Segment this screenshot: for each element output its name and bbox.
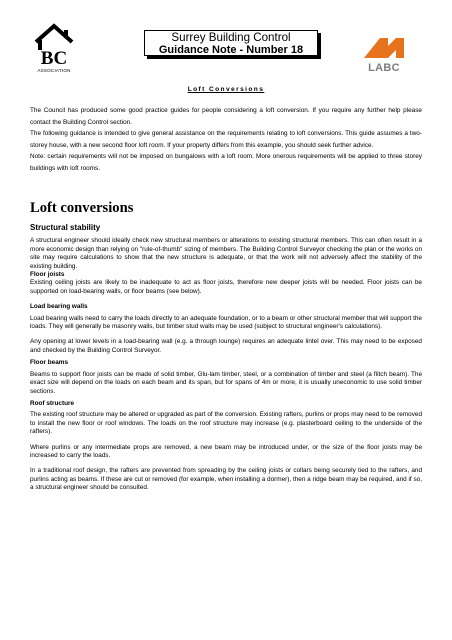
subsection-heading: Roof structure	[30, 399, 75, 407]
subsection-heading: Load bearing walls	[30, 303, 88, 311]
body-paragraph: Where purlins or any intermediate props are removed, a new beam may be introduced under, or the size of the floor joists may be increased to carry the loads.	[30, 443, 422, 459]
body-paragraph: Existing ceiling joists are likely to be inadequate to act as floor joists, therefore new deeper joists will be needed. Floor joists can be supported on load-bearing walls, or floor beams (see below).	[30, 279, 422, 295]
body-paragraph: Any opening at lower levels in a load-bearing wall (e.g. a through lounge) requires an adequate lintel over. This may need to be exposed and checked by the Building Control Surveyor.	[30, 338, 422, 354]
bc-association-logo	[30, 20, 78, 76]
intro-paragraph: The following guidance is intended to give general assistance on the requirements relating to loft conversions. This guide assumes a two-storey house, with a new second floor loft room. If your property differs from this example, you should seek further advice.	[30, 130, 422, 149]
body-paragraph: In a traditional roof design, the rafters are prevented from spreading by the ceiling joists or collars being securely tied to the rafters, and purlins acting as beams. If these are cut or removed (for example, when installing a dormer), then a ridge beam may be required, and if so, a structural engineer should be consulted.	[30, 467, 422, 492]
subsection-heading: Floor beams	[30, 359, 68, 367]
intro-paragraph: Note: certain requirements will not be imposed on bungalows with a loft room. More onerous requirements will be applied to three storey buildings with loft rooms.	[30, 153, 422, 172]
title-line-1: Surrey Building Control	[171, 31, 291, 44]
subsection-heading: Floor joists	[30, 271, 65, 279]
body-paragraph: The existing roof structure may be altered or upgraded as part of the conversion. Existing rafters, purlins or props may need to be removed to install the new floor or roof windows. The loads on the roof structure may increase (e.g. plasterboard ceiling to the underside of the rafters).	[30, 411, 422, 436]
bc-letters: BC	[40, 48, 68, 69]
section-heading: Structural stability	[30, 223, 101, 232]
bc-logo-caption: ASSOCIATION	[37, 68, 71, 73]
body-section	[30, 224, 422, 493]
title-line-2: Guidance Note - Number 18	[158, 44, 304, 56]
labc-logo-text: LABC	[368, 62, 400, 74]
house-icon	[30, 20, 78, 70]
main-heading: Loft conversions	[30, 200, 134, 216]
title-box	[144, 30, 318, 56]
body-paragraph: Beams to support floor joists can be made of solid timber, Glu-lam timber, steel, or a combination of timber and steel (a flitch beam). The exact size will depend on the loads on each beam and its span, but for spans of 4m or more, it is usually uneconomic to use solid timber sections.	[30, 370, 422, 395]
body-paragraph: Load bearing walls need to carry the loads directly to an adequate foundation, or to a beam or other structural member that will support the loads. They will generally be masonry walls, but timber stud walls may be used (subject to structural engineer's calculations).	[30, 314, 422, 331]
intro-section	[30, 105, 422, 175]
document-subtitle: Loft Conversions	[187, 86, 265, 93]
body-paragraph: A structural engineer should ideally check new structural members or alterations to existing structural members. This can often result in a more economic design than relying on "rule-of-thumb" sizing of members. The Building Control Surveyor checking the plan or the works on site may require calculations to show that the new structure is adequate, or that the work will not adversely affect the stability of the existing building.	[30, 237, 422, 270]
intro-paragraph: The Council has produced some good practice guides for people considering a loft conversion. If you require any further help please contact the Building Control section.	[30, 107, 422, 126]
